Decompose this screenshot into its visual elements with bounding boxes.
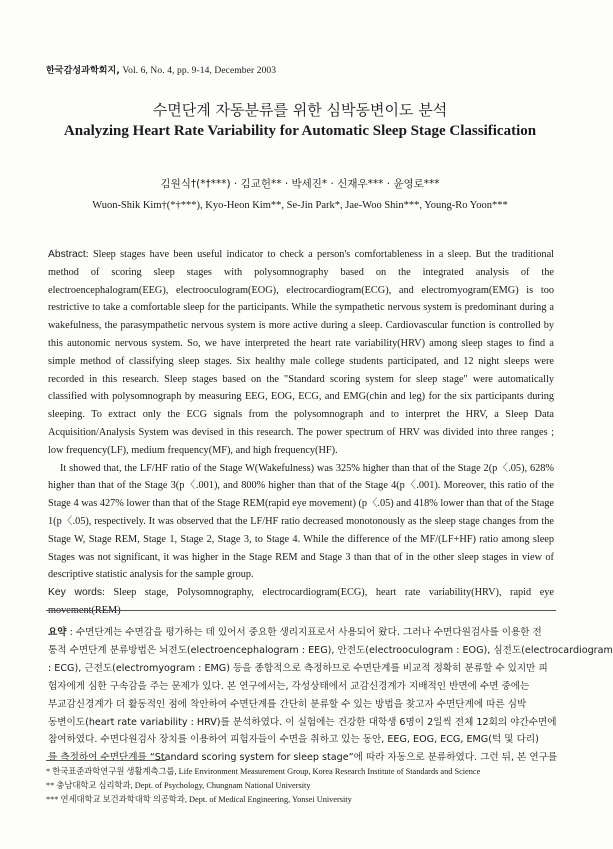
keywords-text: : Sleep stage, Polysomnography, electrocardiogram(ECG), heart rate variability(HRV), rapid eye movement(REM) — [48, 587, 554, 616]
abstract-text-1: : Sleep stages have been useful indicator to check a person's comfortableness in a sleep. But the traditional method of scoring sleep stages with polysomnography based on the integrated analysis of the electroencephalogram(EEG), electrooculogram(EOG), electrocardiogram(ECG), and electromyogram(EMG) is too restrictive to take a comfortable sleep for the participants. While the sympathetic nervous system is predominant during a wakefulness, the parasympathetic nervous system is more active during a sleep. Cardiovascular function is controlled by this autonomic nervous system. So, we have interpreted the heart rate variability(HRV) among sleep stages to find a simple method of classifying sleep stages. Six healthy male college students participated, and 12 night sleeps were recorded in this research. Sleep stages based on the "Standard scoring system for sleep stage" were automatically classified with polysomnograph by measuring EEG, EOG, ECG, and EMG(chin and leg) for the six participants during sleeping. To extract only the ECG signals from the polysomnograph and to interpret the HRV, a Sleep Data Acquisition/Analysis System was devised in this research. The power spectrum of HRV was divided into three ranges ; low frequency(LF), medium frequency(MF), and high frequency(HF). — [48, 249, 554, 456]
authors-korean: 김원식†(*†***) · 김교헌** · 박세진* · 신재우*** · 윤영로*** — [160, 178, 440, 190]
running-head — [46, 63, 276, 76]
korean-abstract-line-3: : ECG), 근전도(electromyogram : EMG) 등을 종합적으로 측정하므로 수면단계를 비교적 정확히 분류할 수 있지만 피 — [48, 662, 548, 674]
footnote-3: *** 연세대학교 보건과학대학 의공학과, Dept. of Medical Engineering, Yonsei University — [46, 795, 352, 804]
korean-abstract-line-4: 험자에게 심한 구속감을 주는 문제가 있다. 본 연구에서는, 각성상태에서 교감신경계가 지배적인 반면에 수면 중에는 — [48, 680, 530, 692]
abstract-label: Abstract — [48, 249, 86, 260]
journal-name: 한국감성과학회지, — [46, 66, 120, 76]
citation: Vol. 6, No. 4, pp. 9-14, December 2003 — [122, 66, 277, 76]
korean-abstract-line-8: 를 측정하여 수면단계를 “Standard scoring system for sleep stage”에 따라 자동으로 분류하였다. 그런 뒤, 본 연구를 — [48, 752, 558, 764]
korean-abstract-text-1: : 수면단계는 수면감을 평가하는 데 있어서 중요한 생리지표로서 사용되어 왔다. 그러나 수면다원검사를 이용한 전 — [66, 627, 542, 638]
footnotes — [46, 765, 561, 807]
keywords-label: Key words — [48, 587, 103, 599]
title-english: Analyzing Heart Rate Variability for Automatic Sleep Stage Classification — [63, 123, 537, 139]
footnote-1: * 한국표준과학연구원 생활계측그룹, Life Environment Measurement Group, Korea Research Institute of Standards and Science — [46, 767, 481, 776]
korean-abstract — [48, 624, 613, 767]
keywords — [48, 584, 554, 620]
korean-abstract-line-1 — [48, 624, 554, 642]
title-korean: 수면단계 자동분류를 위한 심박동변이도 분석 — [152, 101, 448, 119]
korean-abstract-line-6: 동변이도(heart rate variability : HRV)를 분석하였다. 이 실험에는 건강한 대학생 6명이 2일씩 전체 12회의 야간수면에 — [48, 716, 557, 728]
abstract-paragraph-2: It showed that, the LF/HF ratio of the Stage W(Wakefulness) was 325% higher than that of the Stage 2(p〈.05), 628% higher than that of the Stage 3(p〈.001), and 800% higher than that of the Stage 4(p〈.001). Moreover, this ratio of the Stage 4 was 427% lower than that of the Stage REM(rapid eye movement) (p〈.05) and 418% lower than that of the Stage 1(p〈.05), respectively. It was observed that the LF/HF ratio decreased monotonously as the sleep stage changes from the Stage W, Stage REM, Stage 1, Stage 2, Stage 3, to Stage 4. While the difference of the MF/(LF+HF) ratio among sleep Stages was not significant, it was higher in the Stage REM and Stage 3 than that of in the other sleep stages in view of descriptive statistic analysis for the sample group. — [48, 462, 554, 581]
korean-abstract-line-2: 통적 수면단계 분류방법은 뇌전도(electroencephalogram : EEG), 안전도(electrooculogram : EOG), 심전도(electrocardiogram — [48, 644, 613, 656]
footnote-rule — [46, 760, 166, 761]
korean-abstract-label: 요약 — [48, 627, 67, 638]
authors-english: Wuon-Shik Kim†(*†***), Kyo-Heon Kim**, Se-Jin Park*, Jae-Woo Shin***, Young-Ro Yoon*** — [92, 200, 508, 211]
korean-abstract-line-5: 부교감신경계가 더 활동적인 점에 착안하여 수면단계를 간단히 분류할 수 있는 방법을 찾고자 수면단계에 따른 심박 — [48, 698, 527, 710]
abstract-paragraph-1 — [48, 246, 554, 460]
section-divider — [46, 610, 556, 611]
footnote-2: ** 충남대학교 심리학과, Dept. of Psychology, Chungnam National University — [46, 781, 311, 790]
korean-abstract-line-7: 참여하였다. 수면다원검사 장치를 이용하여 피험자들이 수면을 취하고 있는 동안, EEG, EOG, ECG, EMG(턱 및 다리) — [48, 734, 539, 746]
english-abstract — [48, 246, 554, 620]
